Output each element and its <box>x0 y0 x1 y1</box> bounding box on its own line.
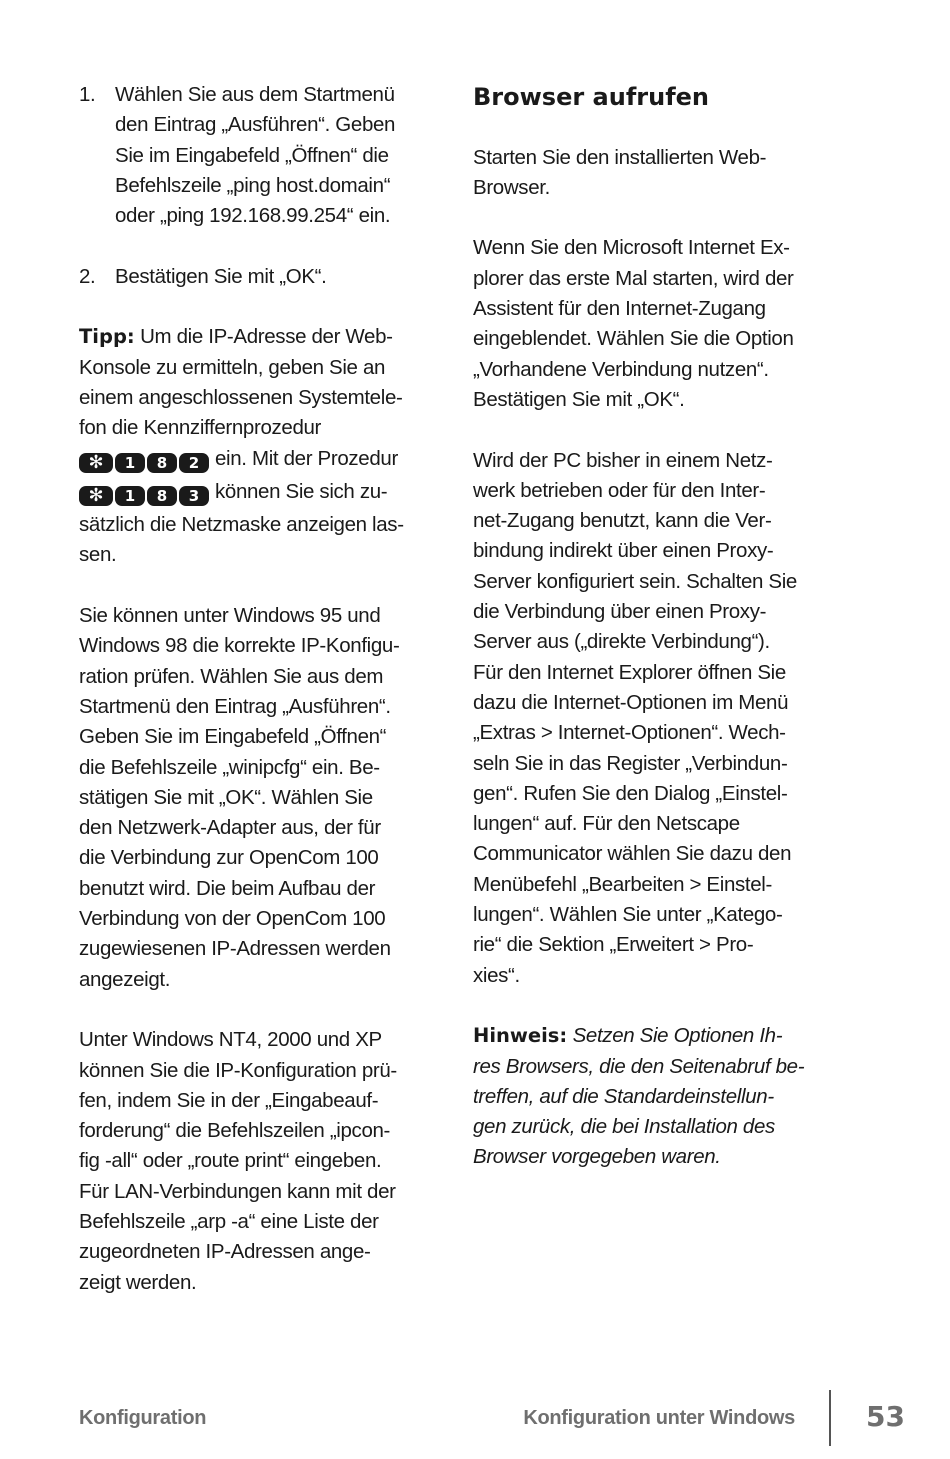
text-line: Server aus („direkte Verbindung“). <box>473 630 770 654</box>
text-line: dazu die Internet-Optionen im Menü <box>473 690 789 714</box>
text-line: Server konfiguriert sein. Schalten Sie <box>473 569 797 593</box>
text-line: Sie im Eingabefeld „Öffnen“ die <box>115 143 389 167</box>
text-line: zugeordneten IP-Adressen ange- <box>79 1240 371 1264</box>
paragraph-proxy <box>473 446 798 991</box>
text-line: net-Zugang benutzt, kann die Ver- <box>473 509 772 533</box>
text-line: Bestätigen Sie mit „OK“. <box>115 264 327 288</box>
text-line: Verbindung von der OpenCom 100 <box>79 907 386 931</box>
paragraph-windows-95-98 <box>79 601 404 995</box>
page-number: 53 <box>866 1400 905 1433</box>
text-line: Konsole zu ermitteln, geben Sie an <box>79 355 386 379</box>
text-line: Wählen Sie aus dem Startmenü <box>115 83 395 106</box>
text-line: Wird der PC bisher in einem Netz- <box>473 448 773 472</box>
text-line: zugewiesenen IP-Adressen werden <box>79 937 391 961</box>
text-line: Windows 98 die korrekte IP-Konfigu- <box>79 634 400 658</box>
key-sequence-183 <box>79 480 211 510</box>
text-line: oder „ping 192.168.99.254“ ein. <box>115 204 391 228</box>
text-line: eingeblendet. Wählen Sie die Option <box>473 327 794 351</box>
text-line: Startmenü den Eintrag „Ausführen“. <box>79 694 391 718</box>
text-line: angezeigt. <box>79 967 171 991</box>
text-line: fig -all“ oder „route print“ eingeben. <box>79 1149 382 1173</box>
text-line: Befehlszeile „arp -a“ eine Liste der <box>79 1209 379 1233</box>
text-line: lungen“. Wählen Sie unter „Katego- <box>473 903 783 927</box>
text-line: werk betrieben oder für den Inter- <box>473 478 766 502</box>
step-number: 2. <box>79 264 96 288</box>
footer-section: Konfiguration unter Windows <box>523 1407 795 1429</box>
text-line: Assistent für den Internet-Zugang <box>473 297 766 321</box>
text-line: können Sie die IP-Konfiguration prü- <box>79 1058 397 1082</box>
text-line: rie“ die Sektion „Erweitert > Pro- <box>473 933 754 957</box>
text-line: benutzt wird. Die beim Aufbau der <box>79 876 376 900</box>
text-line: Für LAN-Verbindungen kann mit der <box>79 1179 396 1203</box>
text-line: ein. Mit der Prozedur <box>215 446 398 470</box>
text-line: die Verbindung zur OpenCom 100 <box>79 846 379 870</box>
text-line: lungen“ auf. Für den Netscape <box>473 812 740 836</box>
right-column <box>473 80 805 1173</box>
star-key-icon: ✻ <box>79 453 113 473</box>
footer-chapter: Konfiguration <box>79 1407 207 1429</box>
text-line: Menübefehl „Bearbeiten > Einstel- <box>473 872 772 896</box>
text-line: gen“. Rufen Sie den Dialog „Einstel- <box>473 781 788 805</box>
note-paragraph <box>473 1021 805 1172</box>
text-line: Browser. <box>473 175 550 199</box>
text-line: forderung“ die Befehlszeilen „ipcon- <box>79 1119 391 1143</box>
digit-key-icon: 1 <box>115 486 145 506</box>
text-line: Setzen Sie Optionen Ih- <box>572 1024 783 1048</box>
text-line: sen. <box>79 543 117 567</box>
text-line: res Browsers, die den Seitenabruf be- <box>473 1054 805 1078</box>
text-line: den Eintrag „Ausführen“. Geben <box>115 113 396 137</box>
section-heading: Browser aufrufen <box>473 83 709 111</box>
text-line: Browser vorgegeben waren. <box>473 1145 721 1169</box>
text-line: die Verbindung über einen Proxy- <box>473 600 767 624</box>
digit-key-icon: 8 <box>147 453 177 473</box>
paragraph-start-browser <box>473 143 798 204</box>
text-line: xies“. <box>473 963 520 987</box>
text-line: stätigen Sie mit „OK“. Wählen Sie <box>79 785 373 809</box>
text-line: „Vorhandene Verbindung nutzen“. <box>473 357 769 381</box>
text-line: die Befehlszeile „winipcfg“ ein. Be- <box>79 755 380 779</box>
text-line: gen zurück, die bei Installation des <box>473 1115 775 1139</box>
digit-key-icon: 1 <box>115 453 145 473</box>
left-column <box>79 80 404 1298</box>
text-line: fon die Kennziffernprozedur <box>79 416 322 440</box>
text-line: seln Sie in das Register „Verbindun- <box>473 751 788 775</box>
text-line: Communicator wählen Sie dazu den <box>473 842 792 866</box>
text-line: Um die IP-Adresse der Web- <box>140 325 393 349</box>
digit-key-icon: 2 <box>179 453 209 473</box>
text-line: zeigt werden. <box>79 1270 197 1294</box>
digit-key-icon: 8 <box>147 486 177 506</box>
text-line: einem angeschlossenen Systemtele- <box>79 385 403 409</box>
text-line: treffen, auf die Standardeinstellun- <box>473 1084 774 1108</box>
text-line: bindung indirekt über einen Proxy- <box>473 539 774 563</box>
key-sequence-182 <box>79 447 211 477</box>
step-2 <box>79 262 404 292</box>
step-number: 1. <box>79 83 96 106</box>
text-line: den Netzwerk-Adapter aus, der für <box>79 816 381 840</box>
paragraph-windows-nt <box>79 1025 404 1298</box>
digit-key-icon: 3 <box>179 486 209 506</box>
text-line: Unter Windows NT4, 2000 und XP <box>79 1028 382 1052</box>
tip-paragraph <box>79 322 404 570</box>
step-1 <box>79 80 404 231</box>
note-label: Hinweis: <box>473 1024 568 1048</box>
text-line: ration prüfen. Wählen Sie aus dem <box>79 664 384 688</box>
tip-label: Tipp: <box>79 325 135 349</box>
text-line: Geben Sie im Eingabefeld „Öffnen“ <box>79 725 387 749</box>
text-line: „Extras > Internet-Optionen“. Wech- <box>473 721 786 745</box>
text-line: Starten Sie den installierten Web- <box>473 145 767 169</box>
text-line: können Sie sich zu- <box>215 479 388 503</box>
text-line: Für den Internet Explorer öffnen Sie <box>473 660 786 684</box>
text-line: Bestätigen Sie mit „OK“. <box>473 387 685 411</box>
star-key-icon: ✻ <box>79 486 113 506</box>
text-line: sätzlich die Netzmaske anzeigen las- <box>79 513 404 537</box>
text-line: Sie können unter Windows 95 und <box>79 604 381 628</box>
text-line: Wenn Sie den Microsoft Internet Ex- <box>473 236 790 260</box>
paragraph-internet-explorer <box>473 233 798 415</box>
text-line: Befehlszeile „ping host.domain“ <box>115 173 391 197</box>
text-line: plorer das erste Mal starten, wird der <box>473 266 794 290</box>
text-line: fen, indem Sie in der „Eingabeauf- <box>79 1088 379 1112</box>
footer-divider <box>829 1390 831 1446</box>
